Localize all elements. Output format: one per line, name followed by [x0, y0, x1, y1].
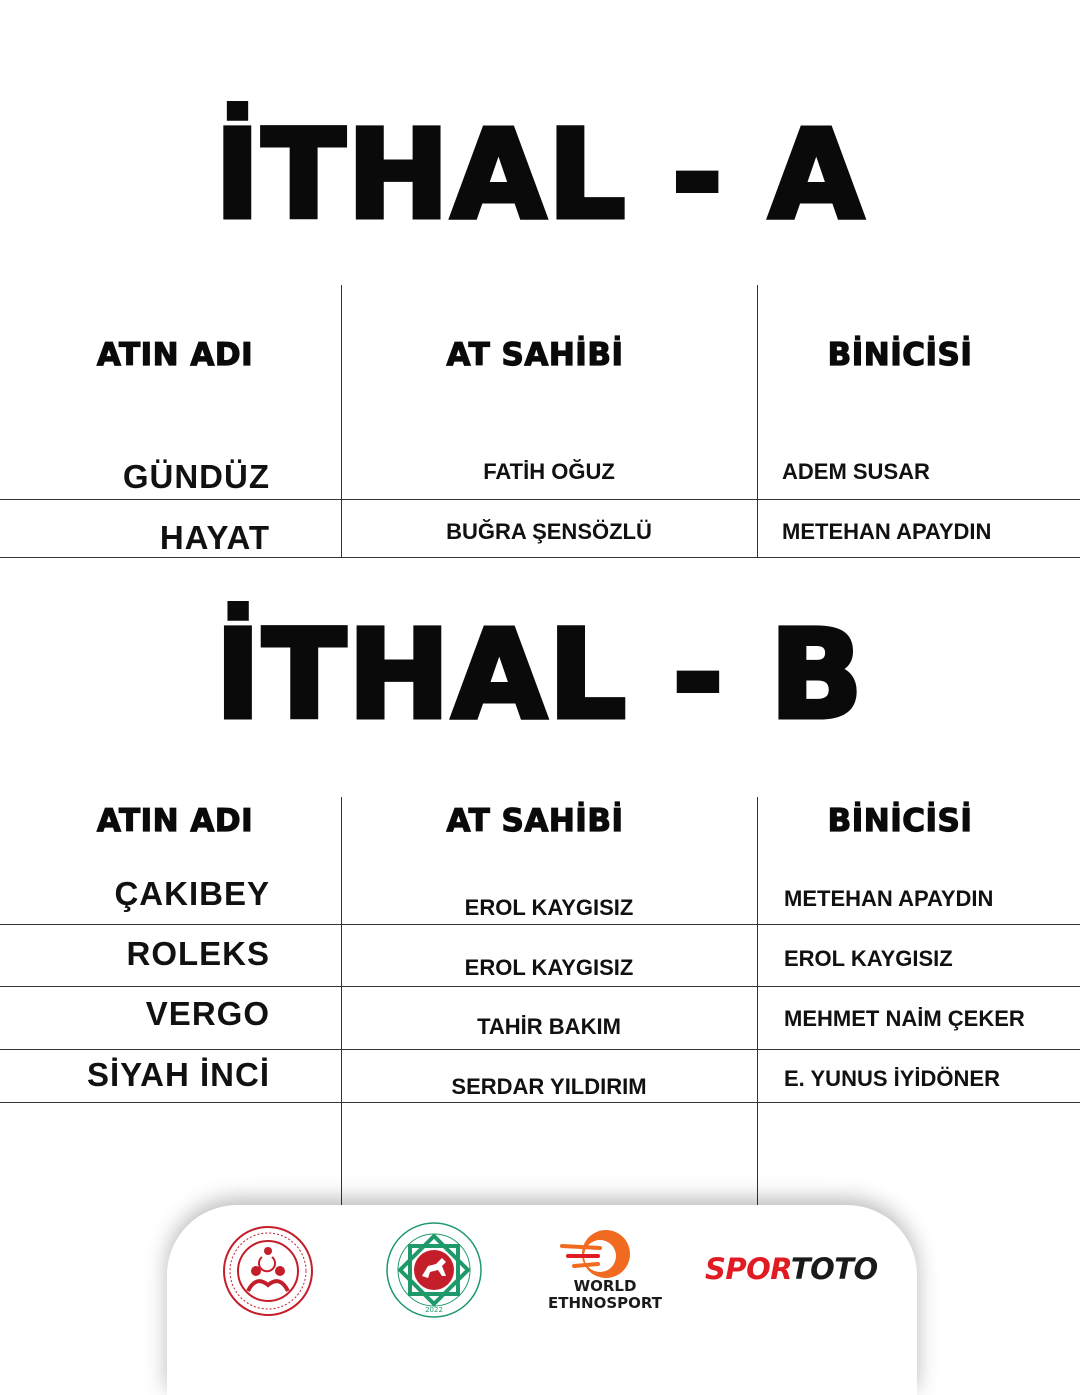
header-horse-name: ATIN ADI — [96, 803, 254, 839]
owner-name: TAHİR BAKIM — [477, 1014, 621, 1039]
column-divider — [341, 797, 342, 1205]
row-divider — [0, 1102, 1080, 1103]
row-divider — [0, 557, 1080, 558]
column-divider — [341, 285, 342, 558]
header-rider: BİNİCİSİ — [827, 337, 973, 373]
row-divider — [0, 499, 1080, 500]
horse-name: ÇAKIBEY — [114, 875, 270, 912]
world-ethnosport-line2: ETHNOSPORT — [548, 1294, 662, 1312]
row-divider — [0, 924, 1080, 925]
horse-name: HAYAT — [159, 519, 270, 556]
row-divider — [0, 986, 1080, 987]
sportoto-part2: TOTO — [790, 1252, 878, 1286]
federation-year: 2022 — [425, 1306, 443, 1314]
section-b-title: İTHAL - B — [215, 604, 865, 746]
ministry-seal-icon — [222, 1225, 314, 1317]
rider-name: ADEM SUSAR — [782, 459, 930, 484]
row-divider — [0, 1049, 1080, 1050]
header-owner: AT SAHİBİ — [446, 337, 624, 373]
column-divider — [757, 285, 758, 558]
world-ethnosport-line1: WORLD — [573, 1277, 637, 1295]
section-a-title: İTHAL - A — [214, 104, 866, 246]
horse-name: ROLEKS — [126, 935, 270, 972]
horse-name: GÜNDÜZ — [122, 458, 270, 495]
world-ethnosport-flame-icon — [560, 1226, 650, 1282]
column-divider — [757, 797, 758, 1205]
owner-name: EROL KAYGISIZ — [464, 955, 634, 980]
horse-name: VERGO — [145, 995, 270, 1032]
world-ethnosport-logo — [540, 1278, 670, 1312]
owner-name: BUĞRA ŞENSÖZLÜ — [446, 519, 652, 544]
rider-name: MEHMET NAİM ÇEKER — [784, 1006, 1025, 1031]
rider-name: METEHAN APAYDIN — [782, 519, 992, 544]
rider-name: METEHAN APAYDIN — [784, 886, 994, 911]
header-rider: BİNİCİSİ — [827, 803, 973, 839]
sportoto-part1: SPOR — [705, 1252, 791, 1286]
horse-name: SİYAH İNCİ — [87, 1056, 270, 1093]
owner-name: SERDAR YILDIRIM — [451, 1074, 647, 1099]
owner-name: FATİH OĞUZ — [483, 459, 615, 484]
rider-name: EROL KAYGISIZ — [784, 946, 953, 971]
sportoto-logo — [705, 1252, 878, 1286]
rider-name: E. YUNUS İYİDÖNER — [784, 1066, 1000, 1091]
header-owner: AT SAHİBİ — [446, 803, 624, 839]
federation-horse-seal-icon — [384, 1220, 484, 1320]
owner-name: EROL KAYGISIZ — [464, 895, 634, 920]
header-horse-name: ATIN ADI — [96, 337, 254, 373]
